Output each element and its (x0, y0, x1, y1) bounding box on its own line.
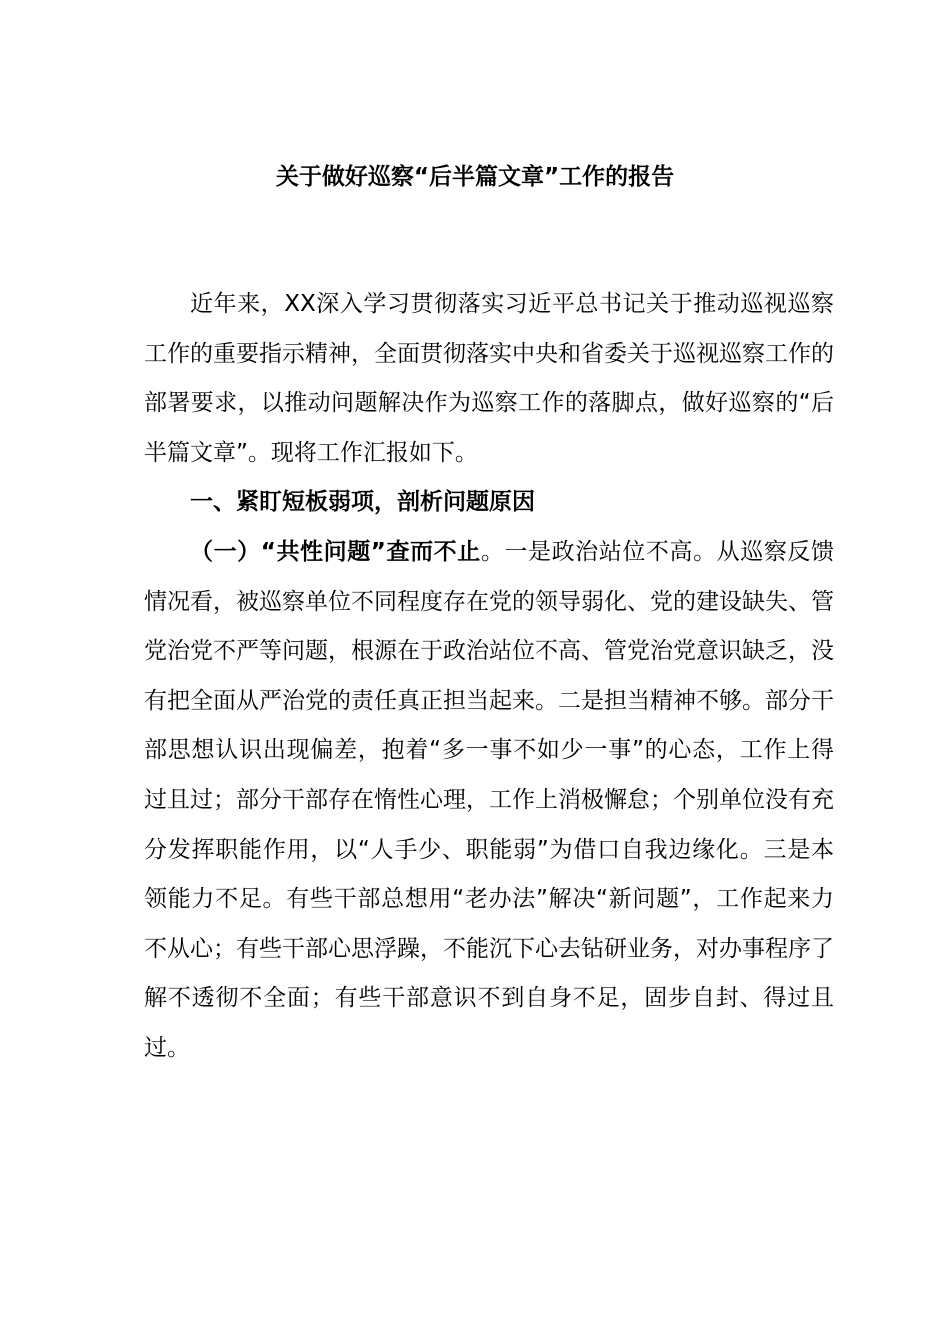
document-body (144, 280, 834, 1074)
document-title: 关于做好巡察“后半篇文章”工作的报告 (275, 164, 675, 190)
subsection-text: 。一是政治站位不高。从巡察反馈情况看，被巡察单位不同程度存在党的领导弱化、党的建设缺失、管党治党不严等问题，根源在于政治站位不高、管党治党意识缺乏，没有把全面从严治党的责任真正担当起来。二是担当精神不够。部分干部思想认识出现偏差，抱着“多一事不如少一事”的心态，工作上得过且过；部分干部存在惰性心理，工作上消极懈怠；个别单位没有充分发挥职能作用，以“人手少、职能弱”为借口自我边缘化。三是本领能力不足。有些干部总想用“老办法”解决“新问题”，工作起来力不从心；有些干部心思浮躁，不能沉下心去钻研业务，对办事程序了解不透彻不全面；有些干部意识不到自身不足，固步自封、得过且过。 (144, 538, 835, 1061)
subsection-paragraph (144, 528, 834, 1074)
subsection-label: （一）“共性问题”查而不止 (190, 538, 481, 565)
section-heading: 一、紧盯短板弱项，剖析问题原因 (190, 489, 535, 516)
intro-paragraph: 近年来，XX深入学习贯彻落实习近平总书记关于推动巡视巡察工作的重要指示精神，全面贯彻落实中央和省委关于巡视巡察工作的部署要求，以推动问题解决作为巡察工作的落脚点，做好巡察的“后半篇文章”。现将工作汇报如下。 (144, 291, 834, 466)
